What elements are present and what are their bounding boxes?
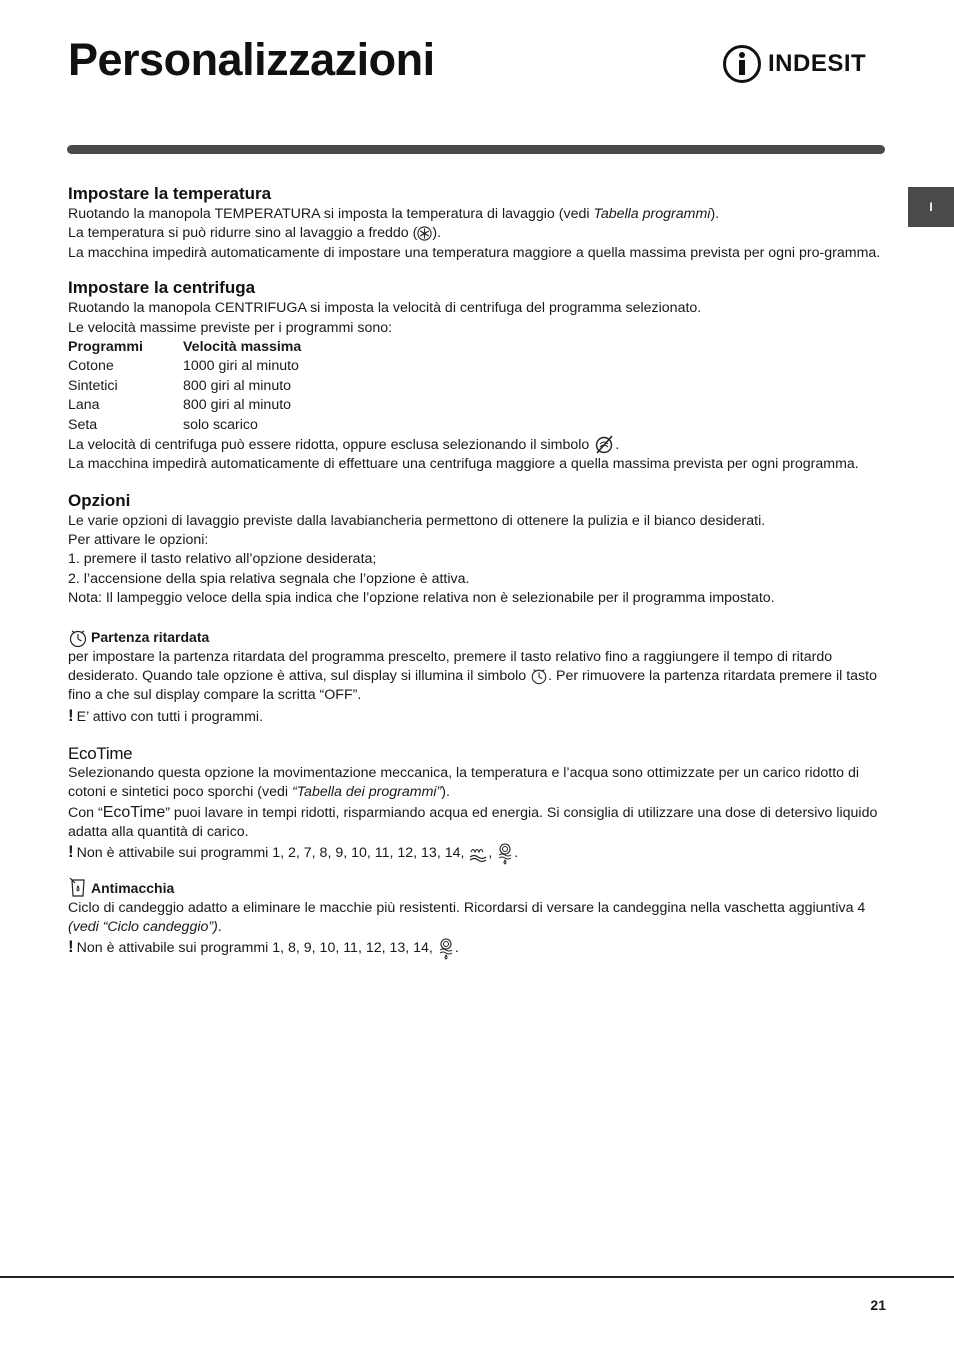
table-cell: 800 giri al minuto [183,377,292,394]
table-cell: Cotone [68,358,114,375]
content [68,183,888,960]
paragraph: Le velocità massime previste per i programmi sono: [68,319,393,336]
text: , [488,845,497,862]
indesit-i-icon [722,44,762,84]
page-title: Personalizzazioni [68,34,435,85]
text: Ciclo di candeggio adatto a eliminare le macchie più resistenti. Ricordarsi di versare la candeggina nella vaschetta aggiuntiva 4 [68,899,866,916]
table-cell: 1000 giri al minuto [183,358,299,375]
wool-program-icon [468,845,488,863]
paragraph [68,205,888,224]
list-item: 1. premere il tasto relativo all’opzione desiderata; [68,551,377,568]
text: Selezionando questa opzione la movimentazione meccanica, la temperatura e l’acqua sono ottimizzate per un carico ridotto di cotoni e sintetici poco sporchi (vedi [68,764,860,801]
brand-name: INDESIT [768,50,867,77]
snowflake-icon [417,226,432,241]
stain-removal-icon [68,877,88,899]
warning-mark: ! [68,842,74,862]
page-number: 21 [870,1297,886,1313]
delay-timer-icon [530,667,548,685]
ecotime-inline-logo: EcoTime [102,803,166,821]
warning [68,706,888,727]
text: . [217,918,222,935]
section-temperatura [68,183,888,263]
table-row [68,377,301,396]
text: ). [432,225,442,242]
table-cell: Lana [68,397,100,414]
heading-temperatura: Impostare la temperatura [68,184,272,203]
text-italic: “Tabella dei programmi” [291,784,442,801]
table-cell: 800 giri al minuto [183,397,292,414]
option-antimacchia-heading [68,877,888,899]
warning [68,842,888,864]
text: Non è attivabile sui programmi 1, 2, 7, 8, 9, 10, 11, 12, 13, 14, [76,845,469,862]
text: per impostare la partenza ritardata del programma prescelto, premere il tasto relativo fino a raggiungere il tempo di ritardo desiderato. Quando tale opzione è attiva, sul display si illumina il simbolo [68,648,833,685]
table-row [68,416,301,435]
section-centrifuga [68,277,888,474]
warning-mark: ! [68,937,74,957]
text: Con “ [68,804,103,821]
heading-opzioni: Opzioni [68,490,131,510]
language-tab: I [908,187,954,227]
section-opzioni [68,490,888,960]
option-partenza-heading [68,628,888,648]
text: . [514,845,519,862]
table-header-row [68,338,301,357]
column-header: Velocità massima [183,339,302,356]
paragraph: La macchina impedirà automaticamente di effettuare una centrifuga maggiore a quella massima prevista per ogni programma. [68,456,859,473]
text: ). [441,784,450,801]
warning-mark: ! [68,705,74,725]
delay-timer-icon [68,628,88,648]
paragraph [68,764,888,803]
text-italic: (vedi “Ciclo candeggio”) [68,918,218,935]
spin-excluded-icon [593,435,615,455]
list-item: 2. l’accensione della spia relativa segnala che l’opzione è attiva. [68,570,470,587]
paragraph: La macchina impedirà automaticamente di impostare una temperatura maggiore a quella massima prevista per ogni pro-gramma. [68,244,881,261]
paragraph [68,224,888,243]
paragraph [68,803,888,843]
note: Nota: Il lampeggio veloce della spia indica che l’opzione relativa non è selezionabile per il programma impostato. [68,590,775,607]
text: ” puoi lavare in tempi ridotti, risparmiando acqua ed energia. Si consiglia di utilizzare una dose di detersivo liquido adatta alla quantità di carico. [68,804,878,840]
text: . [454,940,459,957]
text: . Per rimuovere la partenza ritardata premere il tasto fino a che sul display compare la scritta “OFF”. [68,668,877,704]
paragraph: Le varie opzioni di lavaggio previste dalla lavabiancheria permettono di ottenere la pulizia e il bianco desiderati. [68,512,766,529]
paragraph: Per attivare le opzioni: [68,532,209,549]
text: Ruotando la manopola TEMPERATURA si imposta la temperatura di lavaggio (vedi [68,206,594,222]
text: . [615,436,620,453]
option-label: Partenza ritardata [91,629,210,646]
paragraph [68,899,888,938]
column-header: Programmi [68,339,143,356]
footer-divider [0,1276,954,1278]
text: ). [710,206,720,222]
silk-drain-icon [437,938,455,960]
speed-table [68,338,301,435]
header-divider [67,145,885,154]
text-italic: Tabella programmi [593,206,711,222]
option-label: Antimacchia [91,880,175,897]
text: La velocità di centrifuga può essere ridotta, oppure esclusa selezionando il simbolo [68,436,594,453]
ecotime-logo: EcoTime [68,744,133,764]
text: E’ attivo con tutti i programmi. [76,708,264,725]
table-cell: Sintetici [68,377,118,394]
table-row [68,396,301,415]
paragraph: Ruotando la manopola CENTRIFUGA si imposta la velocità di centrifuga del programma selezionato. [68,300,702,317]
table-cell: Seta [68,416,98,433]
table-row [68,357,301,376]
text: La temperatura si può ridurre sino al lavaggio a freddo ( [68,225,418,242]
paragraph [68,435,888,455]
silk-drain-icon [496,843,514,865]
table-cell: solo scarico [183,416,258,433]
paragraph [68,648,888,706]
brand-logo [722,44,866,84]
warning [68,937,888,959]
text: Non è attivabile sui programmi 1, 8, 9, 10, 11, 12, 13, 14, [76,940,437,957]
heading-centrifuga: Impostare la centrifuga [68,278,256,298]
